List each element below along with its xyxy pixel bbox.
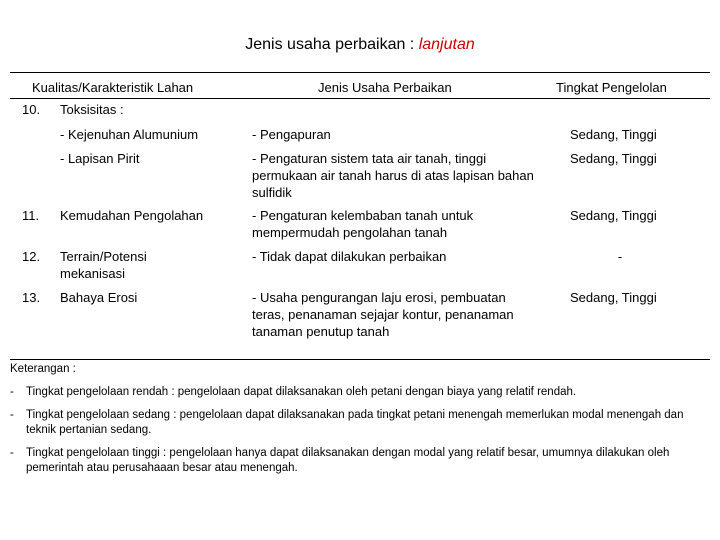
header-characteristic: Kualitas/Karakteristik Lahan <box>32 80 194 95</box>
row-number: 11. <box>22 208 40 223</box>
row-characteristic: Kemudahan Pengolahan <box>60 208 204 223</box>
row-effort: - Usaha pengurangan laju erosi, pembuatan teras, penanaman sejajar kontur, penanaman tanaman penutup tanah <box>252 290 514 339</box>
note-item: - Tingkat pengelolaan rendah : pengelolaan dapat dilaksanakan oleh petani dengan biaya yang relatif rendah. <box>10 386 577 398</box>
note-text: Tingkat pengelolaan tinggi : pengelolaan hanya dapat dilaksanakan dengan modal yang relatif besar, umumnya dilakukan oleh pemerintah atau perusahaaan besar atau menengah. <box>26 447 670 474</box>
row-level: Sedang, Tinggi <box>570 151 657 166</box>
note-item: - Tingkat pengelolaan tinggi : pengelolaan hanya dapat dilaksanakan dengan modal yang relatif besar, umumnya dilakukan oleh pemerintah atau perusahaaan besar atau menengah. <box>10 447 670 474</box>
row-number: 13. <box>22 290 41 305</box>
header-effort: Jenis Usaha Perbaikan <box>318 80 452 95</box>
row-effort: - Tidak dapat dilakukan perbaikan <box>252 249 447 264</box>
title-main: Jenis usaha perbaikan : <box>245 36 419 53</box>
row-characteristic: Bahaya Erosi <box>60 290 138 305</box>
row-level: Sedang, Tinggi <box>570 290 657 305</box>
page-title <box>0 36 720 54</box>
row-effort: - Pengaturan kelembaban tanah untuk mempermudah pengolahan tanah <box>252 208 474 240</box>
row-level: - <box>617 249 623 264</box>
header-level: Tingkat Pengelolan <box>556 80 667 95</box>
row-characteristic: Terrain/Potensi mekanisasi <box>60 249 147 281</box>
note-text: Tingkat pengelolaan sedang : pengelolaan dapat dilaksanakan pada tingkat petani menengah memerlukan modal menengah dan teknik pertanian sedang. <box>26 409 684 436</box>
title-accent: lanjutan <box>418 36 475 53</box>
row-characteristic: - Kejenuhan Alumunium <box>60 127 199 142</box>
row-effort: - Pengapuran <box>252 127 331 142</box>
row-level: Sedang, Tinggi <box>570 127 657 142</box>
header-divider <box>10 98 710 99</box>
row-effort: - Pengaturan sistem tata air tanah, tinggi permukaan air tanah harus di atas lapisan bahan sulfidik <box>252 151 534 200</box>
note-text: Tingkat pengelolaan rendah : pengelolaan dapat dilaksanakan oleh petani dengan biaya yang relatif rendah. <box>26 386 577 398</box>
notes-heading: Keterangan : <box>10 363 76 375</box>
row-number: 12. <box>22 249 41 264</box>
row-number: 10. <box>22 102 41 117</box>
note-item: - Tingkat pengelolaan sedang : pengelolaan dapat dilaksanakan pada tingkat petani menengah memerlukan modal menengah dan teknik pertanian sedang. <box>10 409 684 436</box>
row-characteristic: - Lapisan Pirit <box>60 151 140 166</box>
notes-section <box>10 362 710 476</box>
row-level: Sedang, Tinggi <box>570 208 657 223</box>
row-characteristic: Toksisitas : <box>60 102 124 117</box>
